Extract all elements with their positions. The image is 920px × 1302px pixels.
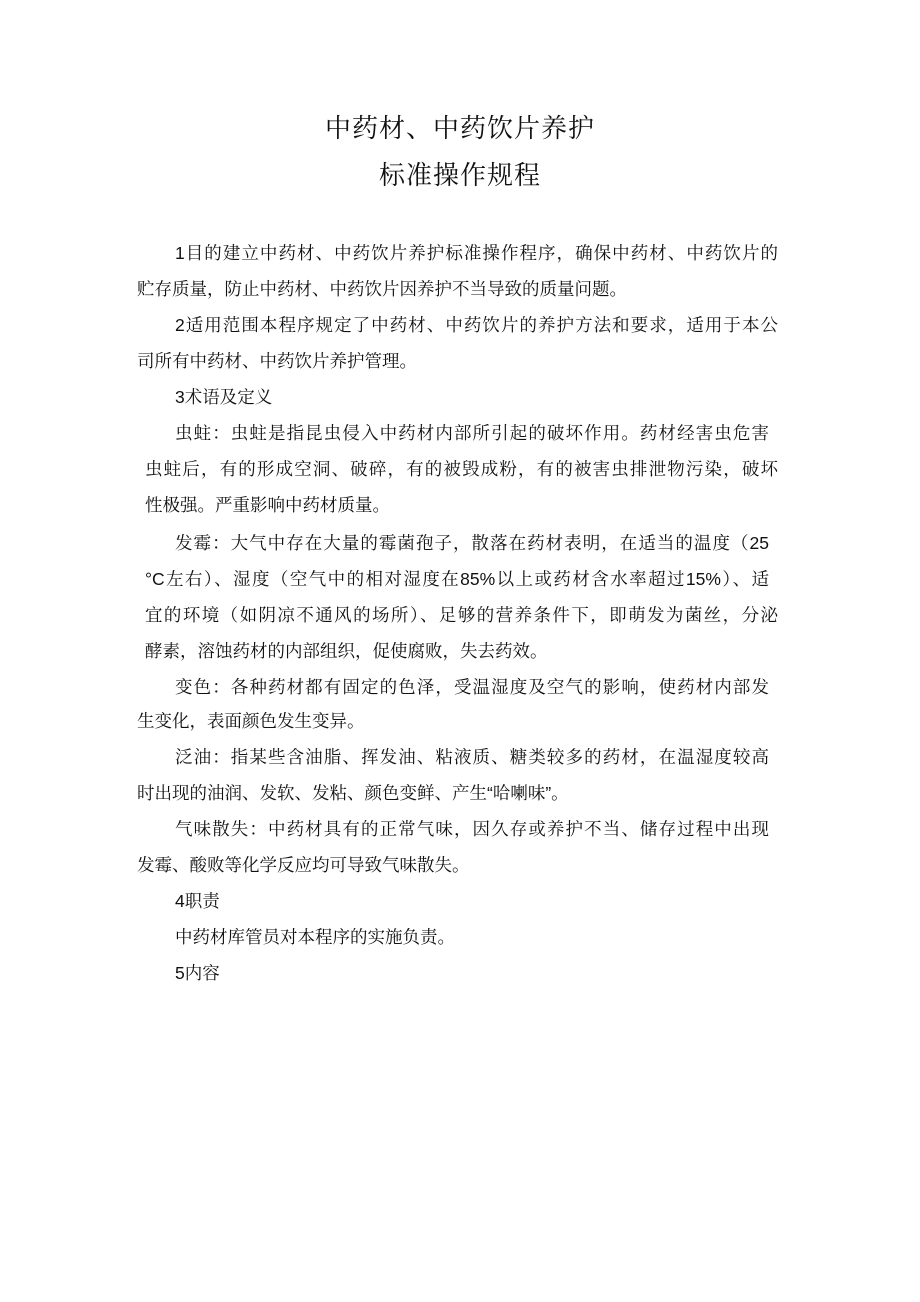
text-line: 2适用范围本程序规定了中药材、中药饮片的养护方法和要求，适用于本公 [175,315,778,335]
text-line: 气味散失：中药材具有的正常气味，因久存或养护不当、储存过程中出现 [175,819,769,839]
section-heading: 5内容 [175,963,220,983]
section-heading: 3术语及定义 [175,387,273,407]
text-line: 变色：各种药材都有固定的色泽，受温湿度及空气的影响，使药材内部发 [175,677,769,697]
text-line: 贮存质量，防止中药材、中药饮片因养护不当导致的质量问题。 [137,279,627,299]
text-line: 1目的建立中药材、中药饮片养护标准操作程序，确保中药材、中药饮片的 [175,243,778,263]
document-subtitle: 标准操作规程 [378,160,541,190]
text-line: 酵素，溶蚀药材的内部组织，促使腐败，失去药效。 [145,641,548,661]
text-line: 宜的环境（如阴凉不通风的场所）、足够的营养条件下，即萌发为菌丝，分泌 [145,605,778,625]
text-line: 性极强。严重影响中药材质量。 [145,495,390,515]
text-line: 发霉、酸败等化学反应均可导致气味散失。 [137,855,470,875]
text-line: 泛油：指某些含油脂、挥发油、粘液质、糖类较多的药材，在温湿度较高 [175,747,769,767]
text-line: 司所有中药材、中药饮片养护管理。 [137,351,417,371]
document-title: 中药材、中药饮片养护 [324,113,595,143]
text-line: 生变化，表面颜色发生变异。 [137,711,365,731]
text-line: 时出现的油润、发软、发粘、颜色变鲜、产生“哈喇味”。 [137,783,569,803]
text-line: 发霉：大气中存在大量的霉菌孢子，散落在药材表明，在适当的温度（25 [175,533,769,553]
text-line: 虫蛀后，有的形成空洞、破碎，有的被毁成粉，有的被害虫排泄物污染，破坏 [145,459,778,479]
text-line: 虫蛀：虫蛀是指昆虫侵入中药材内部所引起的破坏作用。药材经害虫危害 [175,423,769,443]
duty-text: 中药材库管员对本程序的实施负责。 [175,927,455,947]
section-heading: 4职责 [175,891,220,911]
text-line: °C左右）、湿度（空气中的相对湿度在85%以上或药材含水率超过15%）、适 [145,569,769,589]
